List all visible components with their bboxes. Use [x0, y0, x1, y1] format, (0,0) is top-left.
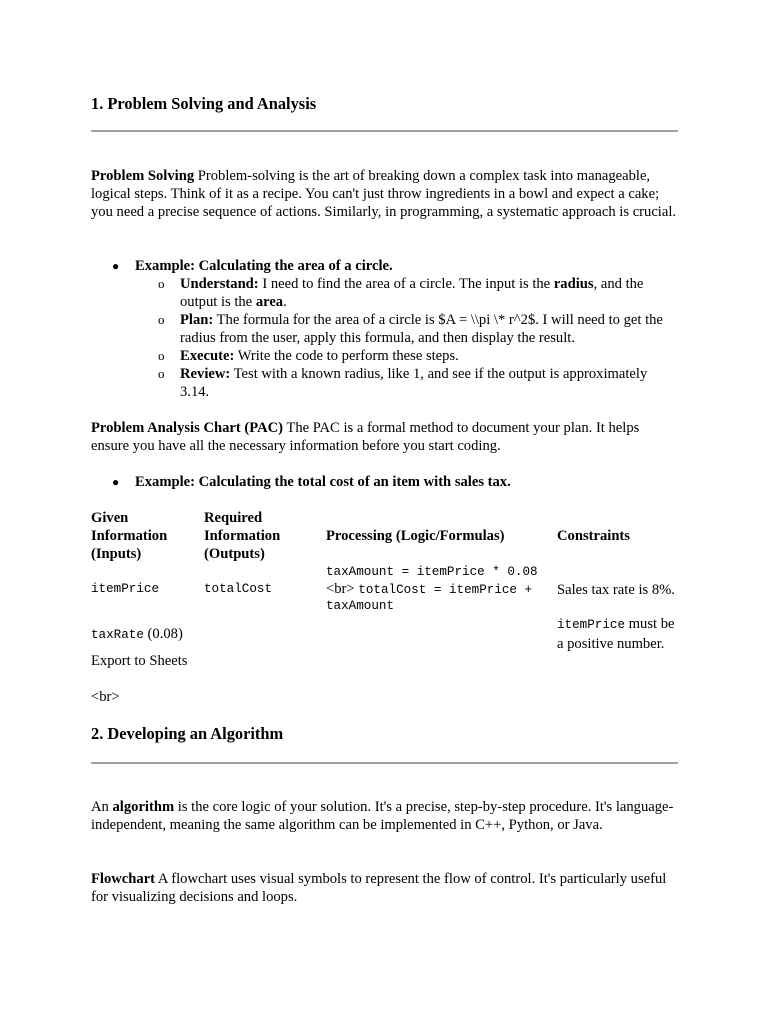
table-cell-input-itemprice: itemPrice — [91, 582, 160, 596]
step-understand-text-2: , and the output is the — [180, 276, 644, 310]
problem-solving-paragraph — [91, 167, 681, 221]
table-cell-constraint-rate: Sales tax rate is 8%. — [557, 582, 675, 598]
step-understand — [180, 275, 680, 311]
processing-line-1: taxAmount = itemPrice * 0.08 — [326, 565, 538, 579]
export-to-sheets-link[interactable]: Export to Sheets — [91, 653, 188, 669]
bullet-circle-icon: o — [158, 312, 165, 327]
section-1-heading: 1. Problem Solving and Analysis — [91, 94, 317, 113]
section-2-divider — [91, 762, 678, 764]
pac-paragraph — [91, 419, 681, 455]
taxrate-code: taxRate — [91, 628, 144, 642]
term-radius: radius — [553, 276, 594, 292]
example-tax-heading: Example: Calculating the total cost of an item with sales tax. — [135, 474, 511, 490]
table-header-processing: Processing (Logic/Formulas) — [326, 528, 505, 544]
step-understand-label: Understand: — [180, 276, 259, 292]
table-header-inputs: Given Information (Inputs) — [91, 510, 168, 562]
step-understand-text: I need to find the area of a circle. The input is the — [262, 276, 554, 292]
table-cell-input-taxrate — [91, 625, 183, 644]
processing-line-3: taxAmount — [326, 599, 395, 613]
algorithm-term: algorithm — [112, 799, 175, 815]
br-text: <br> — [91, 689, 120, 705]
term-area: area — [255, 294, 284, 310]
processing-line-2: totalCost = itemPrice + — [358, 582, 533, 597]
step-plan-label: Plan: — [180, 312, 214, 328]
step-plan-text: The formula for the area of a circle is $A = \\pi \* r^2$. I will need to get the radius from the user, apply this formula, and then display the result. — [180, 312, 663, 346]
bullet-circle-icon: o — [158, 366, 165, 381]
problem-solving-text: Problem-solving is the art of breaking down a complex task into manageable, logical steps. Think of it as a recipe. You can't just throw ingredients in a bowl and expect a cake; you need a precise sequence of actions. Similarly, in programming, a systematic approach is crucial. — [91, 168, 677, 220]
step-review-text: Test with a known radius, like 1, and see if the output is approximately 3.14. — [180, 366, 648, 400]
step-execute-text: Write the code to perform these steps. — [237, 348, 459, 364]
step-execute — [180, 347, 680, 365]
bullet-circle-icon: o — [158, 276, 165, 291]
step-execute-label: Execute: — [180, 348, 235, 364]
algorithm-text-a: An — [91, 799, 113, 815]
pac-text: The PAC is a formal method to document your plan. It helps ensure you have all the necessary information before you start coding. — [91, 420, 640, 454]
step-plan — [180, 311, 680, 347]
algorithm-paragraph — [91, 798, 681, 834]
taxrate-value: (0.08) — [143, 626, 183, 642]
bullet-disc-icon: ● — [112, 475, 120, 489]
table-header-outputs: Required Information (Outputs) — [204, 510, 281, 562]
section-1-divider — [91, 130, 678, 132]
table-cell-constraint-positive — [557, 615, 682, 654]
table-cell-processing — [326, 564, 551, 615]
table-header-constraints: Constraints — [557, 528, 630, 544]
bullet-disc-icon: ● — [112, 259, 120, 273]
step-understand-text-3: . — [283, 294, 287, 310]
bullet-circle-icon: o — [158, 348, 165, 363]
algorithm-text-b: is the core logic of your solution. It's a precise, step-by-step procedure. It's language-independent, meaning the same algorithm can be implemented in C++, Python, or Java. — [91, 799, 674, 833]
example-circle-heading: Example: Calculating the area of a circle. — [135, 258, 393, 274]
constraint-code: itemPrice — [557, 618, 626, 632]
pac-term: Problem Analysis Chart (PAC) — [91, 420, 284, 436]
table-cell-output-totalcost: totalCost — [204, 582, 273, 596]
constraint-text-b: a positive number. — [557, 636, 665, 652]
problem-solving-term: Problem Solving — [91, 168, 195, 184]
flowchart-paragraph — [91, 870, 681, 906]
step-review-label: Review: — [180, 366, 231, 382]
section-2-heading: 2. Developing an Algorithm — [91, 724, 284, 743]
flowchart-text: A flowchart uses visual symbols to represent the flow of control. It's particularly useful for visualizing decisions and loops. — [91, 871, 667, 905]
flowchart-term: Flowchart — [91, 871, 156, 887]
step-review — [180, 365, 680, 401]
processing-br-text: <br> — [326, 580, 355, 597]
constraint-text-a: must be — [625, 616, 675, 632]
